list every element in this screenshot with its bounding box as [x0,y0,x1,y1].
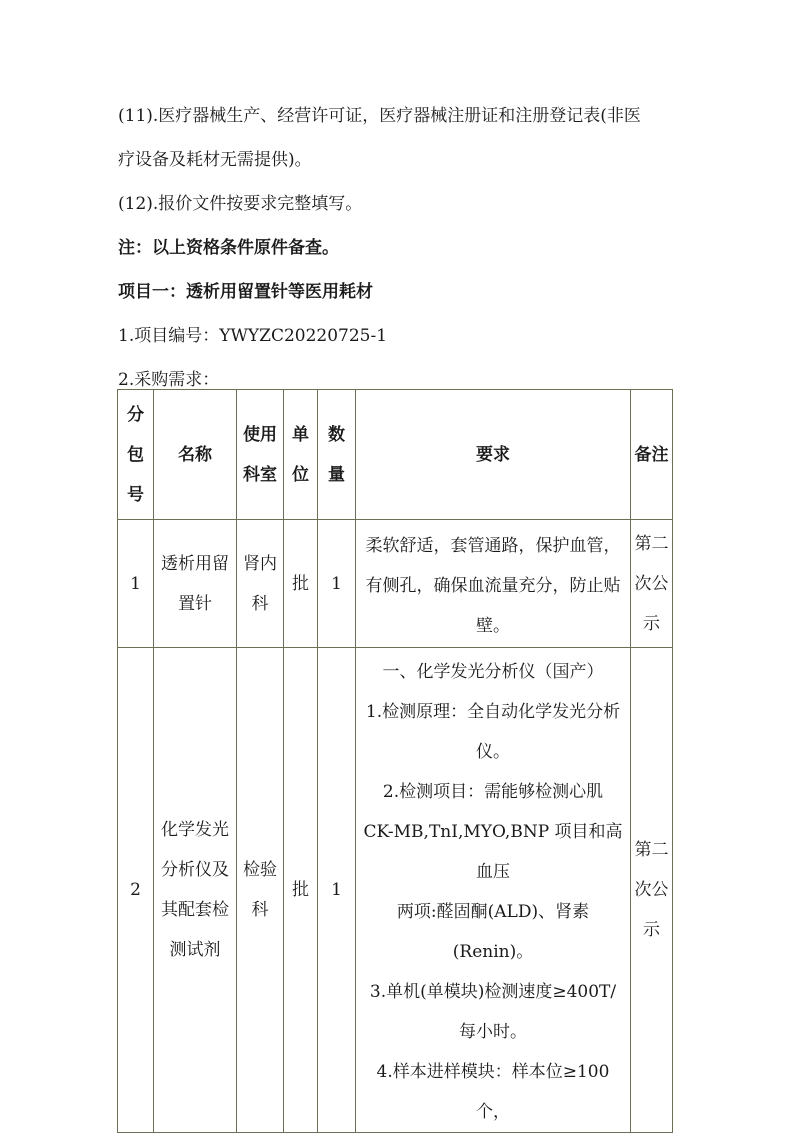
cell-department: 检验科 [237,648,284,1133]
cell-package-no: 2 [118,648,154,1133]
paragraph-item-12: (12).报价文件按要求完整填写。 [118,194,363,214]
table-row [118,520,673,648]
requirement-line: 壁。 [476,615,510,636]
header-unit: 单位 [284,390,318,520]
cell-name: 透析用留置针 [154,520,237,648]
header-department: 使用科室 [237,390,284,520]
cell-unit: 批 [284,648,318,1133]
header-quantity: 数量 [318,390,356,520]
requirement-line: 一、化学发光分析仪（国产） [382,662,604,682]
requirement-line: 仪。 [476,742,510,762]
requirement-line: 两项:醛固酮(ALD)、肾素(Renin)。 [396,902,590,962]
header-name: 名称 [154,390,237,520]
header-requirements: 要求 [356,390,631,520]
requirement-line: 4.样本进样模块：样本位≥100 个， [376,1062,610,1122]
requirement-line: 1.检测原理：全自动化学发光分析 [365,702,621,722]
requirement-line: 柔软舒适，套管通路，保护血管， [365,535,621,556]
table-header-row [118,390,673,520]
paragraph-item-11 [118,94,698,182]
procurement-needs-heading: 2.采购需求： [118,370,220,390]
cell-name: 化学发光分析仪及其配套检测试剂 [154,648,237,1133]
header-package-no: 分包号 [118,390,154,520]
cell-quantity: 1 [318,520,356,648]
requirement-line: 每小时。 [459,1022,527,1042]
cell-package-no: 1 [118,520,154,648]
cell-requirements [356,648,631,1133]
requirement-line: CK-MB,TnI,MYO,BNP 项目和高血压 [363,822,623,882]
project-title: 项目一：透析用留置针等医用耗材 [118,282,373,302]
cell-quantity: 1 [318,648,356,1133]
cell-requirements [356,520,631,648]
table-row [118,648,673,1133]
requirement-line: 2.检测项目：需能够检测心肌 [382,782,604,802]
cell-remarks: 第二次公示 [631,520,673,648]
header-remarks: 备注 [631,390,673,520]
requirements-table [117,389,673,1133]
note-text: 注：以上资格条件原件备查。 [118,238,339,258]
paragraph-line: 疗设备及耗材无需提供)。 [118,150,312,170]
paragraph-line: (11).医疗器械生产、经营许可证，医疗器械注册证和注册登记表(非医 [118,106,641,126]
cell-remarks: 第二次公示 [631,648,673,1133]
cell-unit: 批 [284,520,318,648]
cell-department: 肾内科 [237,520,284,648]
project-number: 1.项目编号：YWYZC20220725-1 [118,326,388,346]
requirement-line: 3.单机(单模块)检测速度≥400T/ [369,982,617,1002]
requirement-line: 有侧孔，确保血流量充分，防止贴 [365,575,621,596]
